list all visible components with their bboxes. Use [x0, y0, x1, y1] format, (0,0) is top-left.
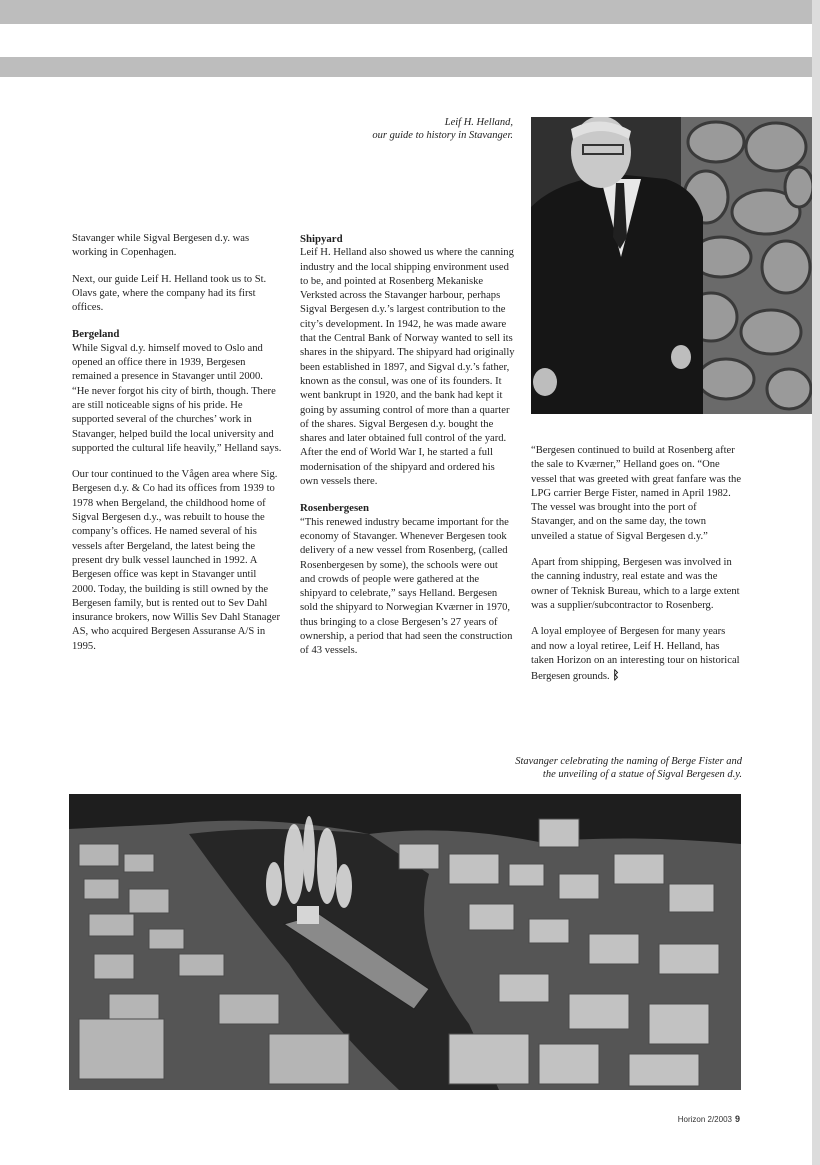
- aerial-caption: [420, 755, 742, 781]
- paragraph-text: A loyal employee of Bergesen for many years and now a loyal retiree, Leif H. Helland, has taken Horizon on an interesting tour on historical Bergesen grounds.: [531, 626, 740, 683]
- paragraph: “Bergesen continued to build at Rosenberg after the sale to Kværner,” Helland goes on. “One vessel that was greeted with great fanfare was the LPG carrier Berge Fister, named in April 1982. The vessel was brought into the port of Stavanger, and on the same day, the town unveiled a statue of Sigval Bergesen d.y.”: [531, 445, 742, 542]
- page-footer: [660, 1114, 740, 1124]
- paragraph: Stavanger while Sigval Bergesen d.y. was working in Copenhagen.: [72, 233, 250, 259]
- paragraph-final: [531, 625, 743, 684]
- header-band-middle: [0, 57, 812, 77]
- paragraph: Our tour continued to the Vågen area where Sig. Bergesen d.y. & Co had its offices from 1939 to 1978 when Bergeland, the childhood home of Sigval Bergesen d.y., was rebuilt to house the company’s offices. He named several of his vessels after Bergeland, the latest being the present dry bulk vessel launched in 1992. A Bergesen office was kept in Stavanger until 2000. Today, the building is still owned by the Bergesen family, but is rented out to Sev Dahl insurance brokers, now Willis Sev Dahl Stanager AS, who acquired Bergesen Assuranse A/S in 1995.: [72, 469, 280, 652]
- aerial-photo-stavanger-harbour: [69, 794, 741, 1090]
- subheading-shipyard: Shipyard: [300, 233, 343, 245]
- article-column-1: [72, 232, 282, 666]
- subheading-rosenbergesen: Rosenbergesen: [300, 502, 369, 515]
- paragraph: Apart from shipping, Bergesen was involved in the canning industry, real estate and was the owner of Teknisk Bureau, which to a large extent was a supplier/subcontractor to Rosenberg.: [531, 557, 740, 611]
- portrait-photo-leif-helland: [531, 117, 812, 414]
- end-mark-icon: ᛒ: [612, 668, 620, 683]
- portrait-caption-line2: our guide to history in Stavanger.: [372, 130, 513, 141]
- page-number: 9: [734, 1114, 740, 1124]
- portrait-caption: [300, 116, 513, 142]
- paragraph: While Sigval d.y. himself moved to Oslo and opened an office there in 1939, Bergesen remained a presence in Stavanger until 2000. “He never forgot his city of birth, though. There are still noticeable signs of his pride. He supported several of the churches’ work in Stavanger, helped build the local university and supported the cultural life heavily,” Helland says.: [72, 342, 282, 454]
- aerial-caption-line1: Stavanger celebrating the naming of Berge Fister and: [515, 756, 742, 767]
- subheading-bergeland: Bergeland: [72, 328, 120, 341]
- page-edge-shadow: [812, 0, 820, 1165]
- paragraph: Leif H. Helland also showed us where the canning industry and the local shipping environment used to be, and pointed at Rosenberg Mekaniske Verksted across the Stavanger harbour, perhaps Sigval Bergesen d.y.’s largest contribution to the city’s development. In 1942, he was made aware that the Central Bank of Norway wanted to sell its shares in the shipyard. The shipyard had originally been established in 1897, and Sigval d.y.’s father, known as the consul, was one of its founders. It went bankrupt in 1920, and the bank had kept it going by assuming control of more than a quarter of the shares. Sigval Bergesen d.y. bought the shares and later obtained full control of the yard. After the end of World War I, he started a full modernisation of the shipyard and ordered his own vessels there.: [300, 247, 515, 488]
- article-column-2: [300, 232, 515, 671]
- aerial-caption-line2: the unveiling of a statue of Sigval Bergesen d.y.: [542, 769, 742, 780]
- publication-label: Horizon 2/2003: [677, 1115, 732, 1124]
- portrait-caption-line1: Leif H. Helland,: [444, 117, 513, 128]
- paragraph: “This renewed industry became important for the economy of Stavanger. Whenever Bergesen took delivery of a new vessel from Rosenberg, (called Rosenbergesen by some), the schools were out and crowds of people were gathered at the shipyard to celebrate,” says Helland. Bergesen sold the shipyard to Norwegian Kværner in 1970, thus bringing to a close Bergesen’s 27 years of ownership, a period that had seen the construction of 43 vessels.: [300, 516, 513, 657]
- header-band-top: [0, 0, 812, 24]
- paragraph: Next, our guide Leif H. Helland took us to St. Olavs gate, where the company had its first offices.: [72, 273, 267, 314]
- article-column-3: [531, 444, 743, 696]
